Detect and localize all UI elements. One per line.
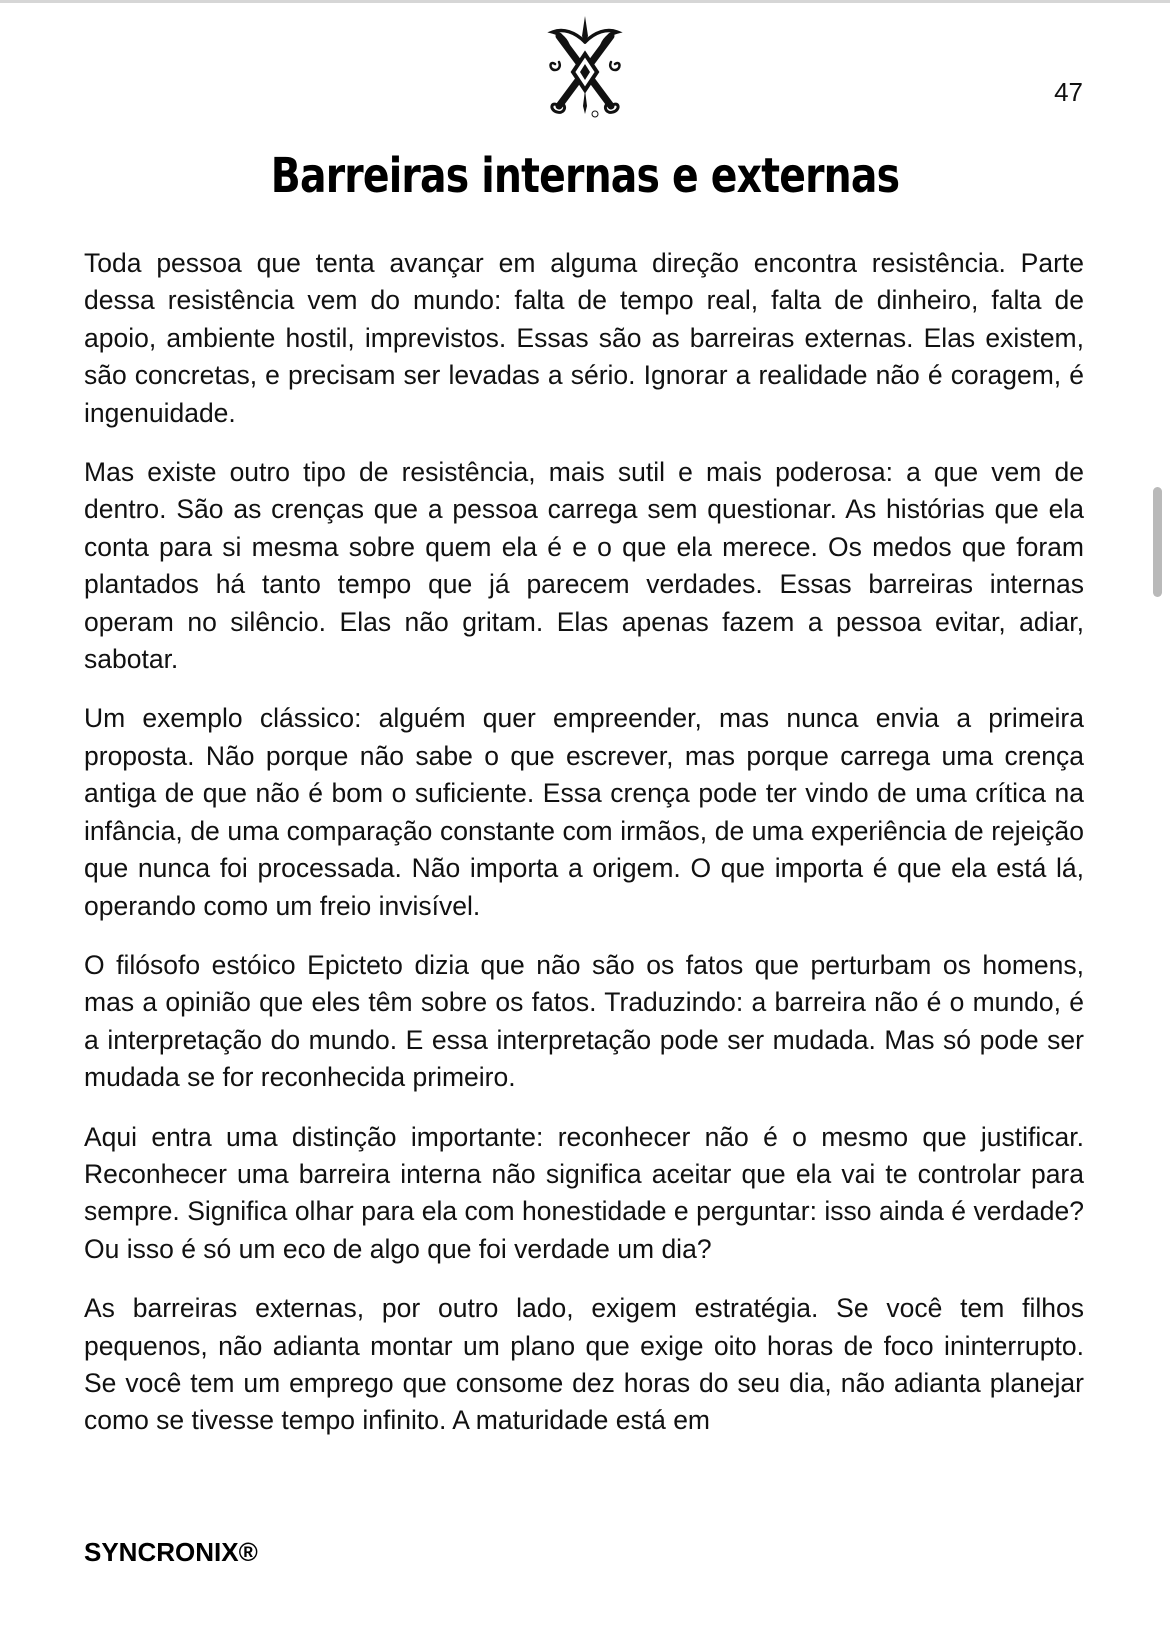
page-number: 47 [1054, 77, 1083, 107]
paragraph: Um exemplo clássico: alguém quer empreender, mas nunca envia a primeira proposta. Não porque não sabe o que escrever, mas porque carrega uma crença antiga de que não é bom o suficiente. Essa crença pode ter vindo de uma crítica na infância, de uma comparação constante com irmãos, de uma experiência de rejeição que nunca foi processada. Não importa a origem. O que importa é que ela está lá, operando como um freio invisível. [84, 703, 1084, 921]
paragraph: O filósofo estóico Epicteto dizia que não são os fatos que perturbam os homens, mas a opinião que eles têm sobre os fatos. Traduzindo: a barreira não é o mundo, é a interpretação do mundo. E essa interpretação pode ser mudada. Mas só pode ser mudada se for reconhecida primeiro. [84, 949, 1084, 1093]
page-title: Barreiras internas e externas [270, 148, 900, 204]
ornamental-crest-icon [545, 14, 625, 122]
paragraph: Mas existe outro tipo de resistência, mais sutil e mais poderosa: a que vem de dentro. São as crenças que a pessoa carrega sem questionar. As histórias que ela conta para si mesma sobre quem ela é e o que ela merece. Os medos que foram plantados há tanto tempo que já parecem verdades. Essas barreiras internas operam no silêncio. Elas não gritam. Elas apenas fazem a pessoa evitar, adiar, sabotar. [84, 457, 1084, 675]
top-divider [0, 0, 1170, 3]
scrollbar-thumb[interactable] [1153, 487, 1162, 597]
paragraph: Toda pessoa que tenta avançar em alguma direção encontra resistência. Parte dessa resistência vem do mundo: falta de tempo real, falta de dinheiro, falta de apoio, ambiente hostil, imprevistos. Essas são as barreiras externas. Elas existem, são concretas, e precisam ser levadas a sério. Ignorar a realidade não é coragem, é ingenuidade. [84, 248, 1084, 428]
footer-brand: SYNCRONIX® [84, 1537, 258, 1567]
body-text [84, 245, 1084, 1462]
paragraph: Aqui entra uma distinção importante: reconhecer não é o mesmo que justificar. Reconhecer uma barreira interna não significa aceitar que ela vai te controlar para sempre. Significa olhar para ela com honestidade e perguntar: isso ainda é verdade? Ou isso é só um eco de algo que foi verdade um dia? [84, 1121, 1084, 1264]
paragraph: As barreiras externas, por outro lado, exigem estratégia. Se você tem filhos pequenos, não adianta montar um plano que exige oito horas de foco ininterrupto. Se você tem um emprego que consome dez horas do seu dia, não adianta planejar como se tivesse tempo infinito. A maturidade está em [84, 1293, 1084, 1436]
